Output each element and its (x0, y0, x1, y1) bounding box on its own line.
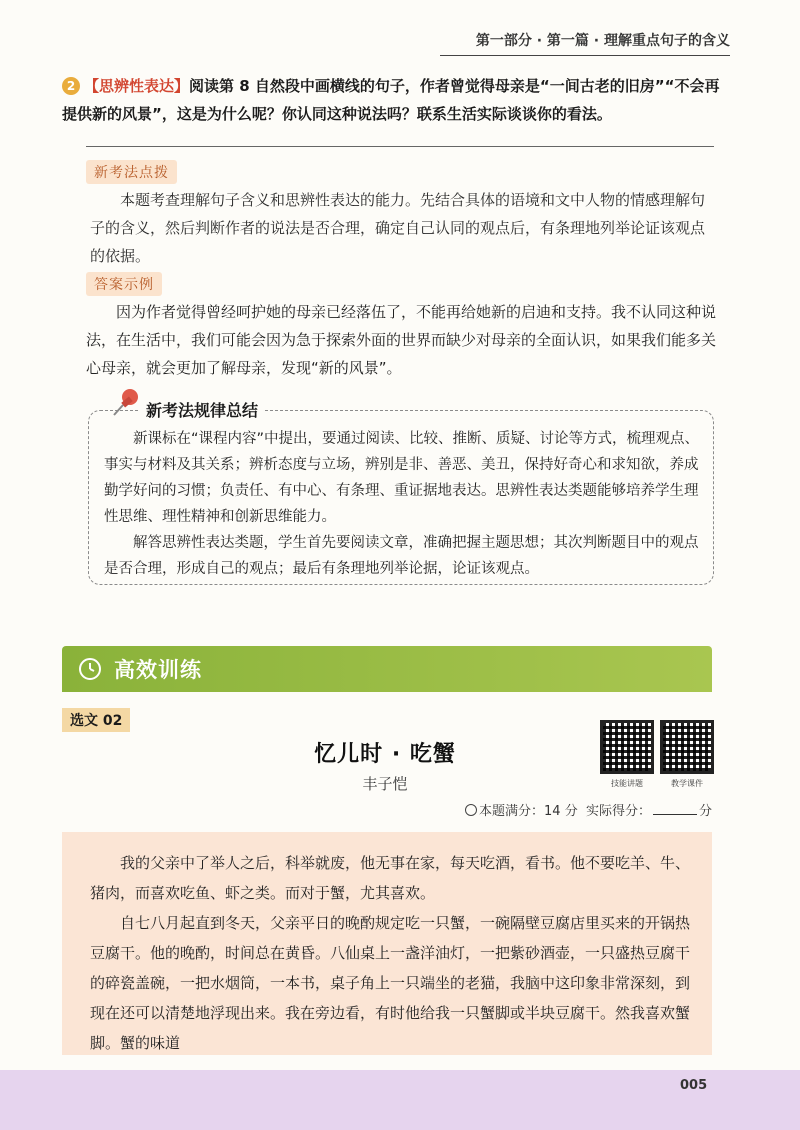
sample-answer-label: 答案示例 (86, 272, 162, 296)
score-unit: 分 (698, 804, 712, 819)
rule-summary-paragraph-2: 解答思辨性表达类题，学生首先要阅读文章，准确把握主题思想；其次判断题目中的观点是否合理，形成自己的观点；最后有条理地列举论据，论证该观点。 (104, 535, 699, 577)
answer-line (86, 146, 714, 147)
score-line (440, 800, 712, 819)
page-header-breadcrumb: 第一部分 · 第一篇 · 理解重点句子的含义 (440, 30, 730, 56)
qr-label-video: 技能讲题 (611, 779, 643, 788)
analysis-text: 本题考查理解句子含义和思辨性表达的能力。先结合具体的语境和文中人物的情感理解句子的含义，然后判断作者的说法是否合理，确定自己认同的观点后，有条理地列举论证该观点的依据。 (90, 191, 706, 265)
rule-summary-title: 新考法规律总结 (140, 398, 264, 421)
sample-answer-text: 因为作者觉得曾经呵护她的母亲已经落伍了，不能再给她新的启迪和支持。我不认同这种说法，在生活中，我们可能会因为急于探索外面的世界而缺少对母亲的全面认识，如果我们能多关心母亲，就会更加了解母亲，发现“新的风景”。 (86, 303, 717, 377)
question-tag: 【思辨性表达】 (84, 77, 190, 95)
rule-summary-paragraph-1: 新课标在“课程内容”中提出，要通过阅读、比较、推断、质疑、讨论等方式，梳理观点、事实与材料及其关系；辨析态度与立场，辨别是非、善恶、美丑，保持好奇心和求知欲，养成勤学好问的习惯；负责任、有中心、有条理、重证据地表达。思辨性表达类题能够培养学生理性思维、理性精神和创新思维能力。 (104, 431, 700, 525)
passage-paragraph-2: 自七八月起直到冬天，父亲平日的晚酌规定吃一只蟹，一碗隔壁豆腐店里买来的开锅热豆腐干。他的晚酌，时间总在黄昏。八仙桌上一盏洋油灯，一把紫砂酒壶，一只盛热豆腐干的碎瓷盖碗，一把水烟筒，一本书，桌子角上一只端坐的老猫，我脑中这印象非常深刻，到现在还可以清楚地浮现出来。我在旁边看，有时他给我一只蟹脚或半块豆腐干。然我喜欢蟹脚。蟹的味道 (90, 914, 690, 1052)
training-banner-title: 高效训练 (114, 658, 202, 682)
passage-paragraph-1: 我的父亲中了举人之后，科举就废，他无事在家，每天吃酒，看书。他不要吃羊、牛、猪肉，而喜欢吃鱼、虾之类。而对于蟹，尤其喜欢。 (90, 854, 691, 902)
qr-code-courseware[interactable] (660, 720, 714, 774)
page-number: 005 (680, 1078, 708, 1093)
clock-icon (78, 657, 102, 681)
score-label: 本题满分：14 分 (479, 804, 578, 819)
pushpin-icon (110, 385, 144, 419)
passage-tag: 选文 02 (62, 708, 130, 732)
article-author: 丰子恺 (362, 775, 408, 793)
qr-label-courseware: 教学课件 (671, 779, 703, 788)
question-2 (62, 72, 722, 128)
actual-score-blank[interactable] (653, 814, 697, 815)
actual-score-label: 实际得分： (585, 804, 651, 819)
training-banner (62, 646, 712, 692)
analysis-label: 新考法点拨 (86, 160, 177, 184)
article-title: 忆儿时 · 吃蟹 (314, 742, 456, 767)
question-text: 阅读第 8 自然段中画横线的句子，作者曾觉得母亲是“一间古老的旧房”“不会再提供新的风景”，这是为什么呢？你认同这种说法吗？联系生活实际谈谈你的看法。 (62, 77, 720, 123)
qr-code-video[interactable] (600, 720, 654, 774)
clock-small-icon (465, 804, 477, 816)
question-number-badge: 2 (62, 77, 80, 95)
